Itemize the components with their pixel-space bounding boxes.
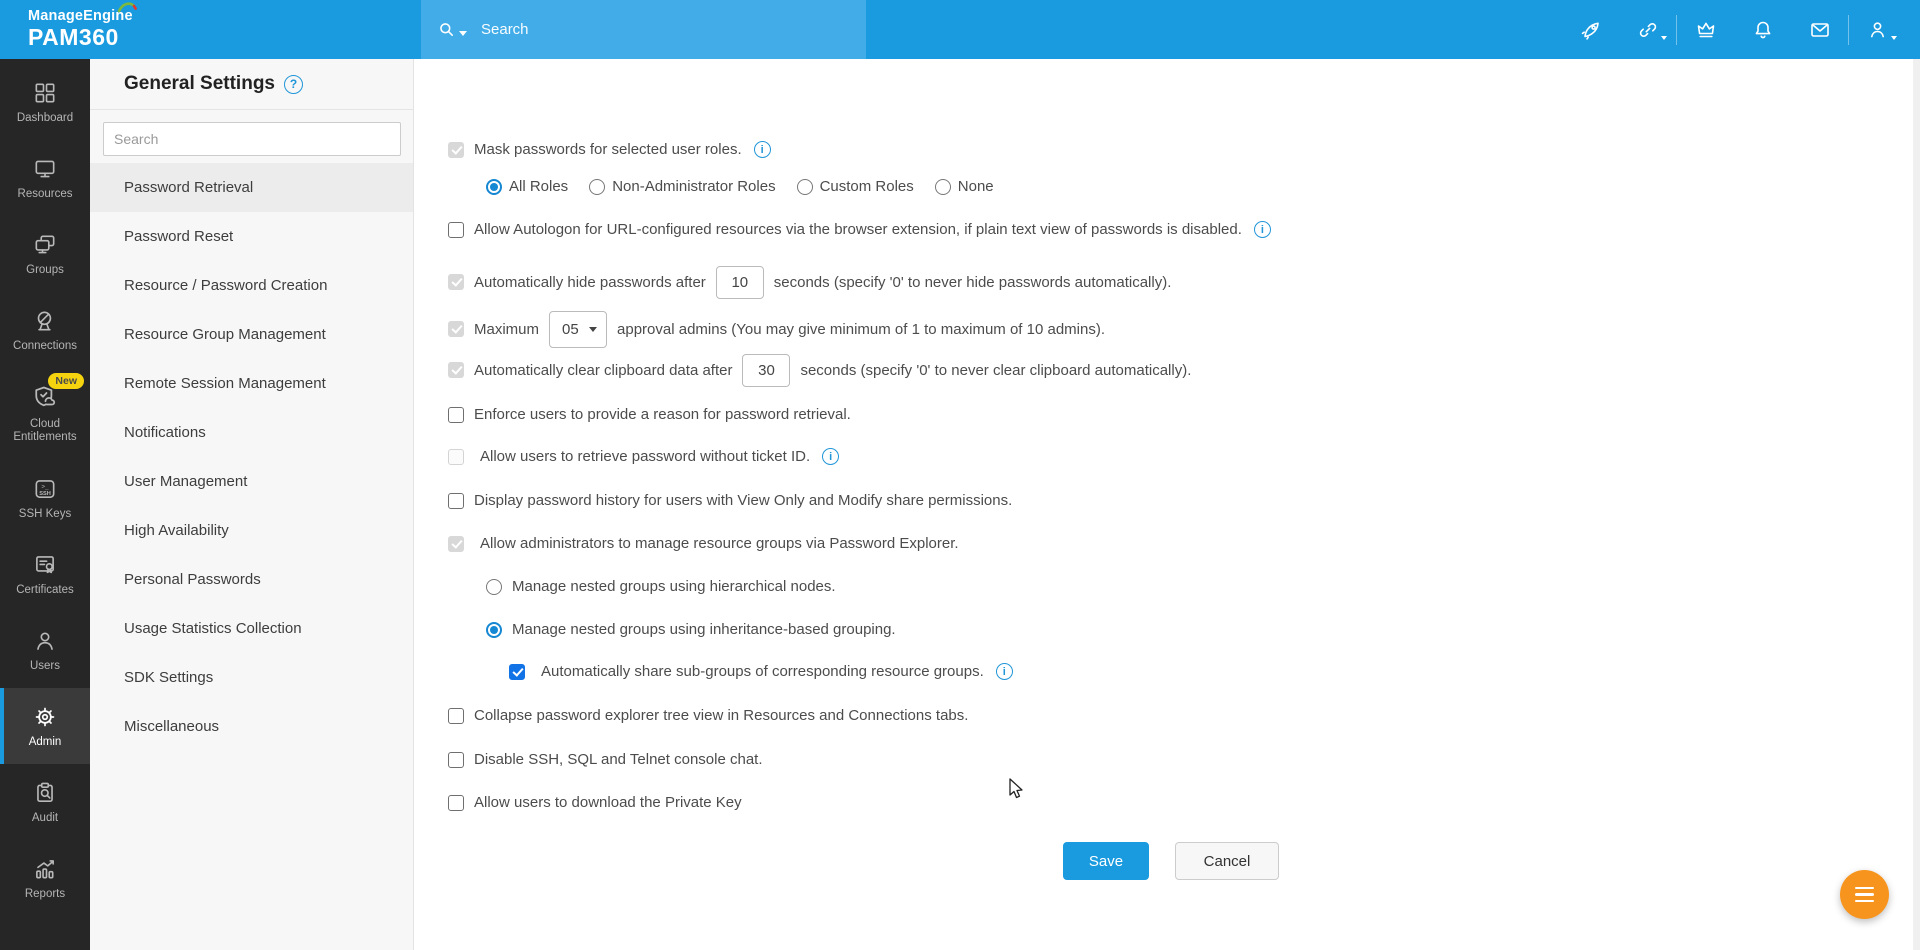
sidebar-item-label: Users [29, 659, 61, 672]
menu-item-remote-session-management[interactable]: Remote Session Management [124, 375, 326, 392]
share-subgroups-checkbox[interactable] [509, 664, 525, 680]
sidebar-item-label: Connections [13, 339, 77, 352]
menu-item-miscellaneous[interactable]: Miscellaneous [124, 718, 220, 735]
menu-item-password-retrieval[interactable]: Password Retrieval [90, 163, 413, 212]
password-explorer-checkbox [448, 536, 464, 552]
ssh-terminal-icon [32, 476, 58, 502]
radio-unselected[interactable] [797, 179, 813, 195]
sidebar-item-label: Certificates [16, 583, 74, 596]
link-dropdown-caret-icon [1661, 36, 1667, 40]
hamburger-icon [1855, 887, 1874, 889]
menu-item-usage-statistics-collection[interactable]: Usage Statistics Collection [124, 620, 302, 637]
sidebar-item-label: Admin [28, 735, 62, 748]
rocket-icon[interactable] [1579, 18, 1603, 42]
setting-label: Allow users to retrieve password without ticket ID. [480, 448, 811, 465]
menu-item-personal-passwords[interactable]: Personal Passwords [124, 571, 261, 588]
sidebar-item-label: Dashboard [16, 111, 74, 124]
sidebar-item-users[interactable] [0, 612, 90, 688]
setting-label: Display password history for users with View Only and Modify share permissions. [474, 492, 1013, 509]
menu-item-password-reset[interactable]: Password Reset [124, 228, 234, 245]
sidebar-item-reports[interactable] [0, 840, 90, 916]
sidebar-item-admin[interactable] [0, 688, 90, 764]
global-search-bar[interactable] [421, 0, 866, 59]
setting-label: Mask passwords for selected user roles. [474, 141, 742, 158]
menu-item-sdk-settings[interactable]: SDK Settings [124, 669, 214, 686]
clipboard-seconds-input[interactable] [742, 354, 790, 387]
report-chart-icon [32, 856, 58, 882]
select-caret-icon [589, 327, 597, 332]
radio-selected[interactable] [486, 622, 502, 638]
collapse-tree-checkbox[interactable] [448, 708, 464, 724]
global-search-placeholder: Search [481, 21, 529, 38]
cancel-button[interactable]: Cancel [1175, 842, 1279, 880]
search-icon [437, 20, 456, 39]
radio-unselected[interactable] [935, 179, 951, 195]
mask-roles-radio-group [486, 178, 1005, 195]
page-title: General Settings [124, 73, 275, 94]
topbar-divider [1848, 15, 1849, 45]
setting-label: Automatically clear clipboard data after [474, 361, 733, 379]
sidebar-item-connections[interactable] [0, 292, 90, 368]
info-icon[interactable]: i [822, 448, 839, 465]
info-icon[interactable]: i [1254, 221, 1271, 238]
top-bar [0, 0, 1920, 59]
setting-download-private-key [448, 794, 742, 811]
brand-company: ManageEngine [28, 8, 133, 24]
brand-logo [28, 7, 133, 49]
user-dropdown-caret-icon [1891, 36, 1897, 40]
sidebar-item-certificates[interactable] [0, 536, 90, 612]
setting-label: Allow users to download the Private Key [474, 794, 742, 811]
info-icon[interactable]: i [754, 141, 771, 158]
main-nav-sidebar [0, 59, 90, 950]
sidebar-item-label: SSH Keys [18, 507, 72, 520]
setting-label: Manage nested groups using inheritance-based grouping. [512, 621, 896, 638]
setting-label: Automatically share sub-groups of corresponding resource groups. [541, 663, 984, 680]
setting-ticket-id [448, 448, 839, 465]
hide-seconds-input[interactable] [716, 266, 764, 299]
setting-password-explorer [448, 535, 959, 552]
setting-enforce-reason [448, 406, 851, 423]
sidebar-item-groups[interactable] [0, 216, 90, 292]
radio-option-all-roles[interactable]: All Roles [486, 178, 568, 195]
setting-label: Maximum [474, 320, 540, 338]
settings-search-input[interactable] [103, 122, 401, 156]
svg-text:SSH: SSH [39, 490, 51, 497]
clear-clipboard-checkbox [448, 362, 464, 378]
menu-item-resource-password-creation[interactable]: Resource / Password Creation [124, 277, 328, 294]
download-key-checkbox[interactable] [448, 795, 464, 811]
sidebar-item-label: Reports [24, 887, 66, 900]
setting-label: Allow Autologon for URL-configured resources via the browser extension, if plain text view of passwords is disabled. [474, 221, 1242, 238]
setting-label: Collapse password explorer tree view in Resources and Connections tabs. [474, 707, 969, 724]
setting-label: Enforce users to provide a reason for password retrieval. [474, 406, 851, 423]
form-actions [1063, 842, 1279, 880]
setting-autologon [448, 221, 1271, 238]
max-admins-select[interactable]: 05 [549, 311, 607, 348]
monitor-icon [32, 156, 58, 182]
password-history-checkbox[interactable] [448, 493, 464, 509]
enforce-reason-checkbox[interactable] [448, 407, 464, 423]
gear-icon [32, 704, 58, 730]
sidebar-item-resources[interactable] [0, 140, 90, 216]
user-icon[interactable] [1866, 18, 1890, 42]
setting-label: seconds (specify '0' to never hide passwords automatically). [773, 273, 1172, 291]
setting-mask-passwords [448, 141, 771, 158]
sidebar-item-label: Cloud Entitlements [13, 418, 77, 443]
max-admins-checkbox [448, 321, 464, 337]
radio-option-non-administrator-roles[interactable]: Non-Administrator Roles [589, 178, 775, 195]
panel-header [90, 59, 413, 110]
setting-password-history [448, 492, 1012, 509]
topbar-icon-group [1562, 0, 1906, 59]
ticket-id-checkbox [448, 449, 464, 465]
crown-icon[interactable] [1694, 18, 1718, 42]
radio-unselected[interactable] [486, 579, 502, 595]
setting-label: Allow administrators to manage resource groups via Password Explorer. [480, 535, 959, 552]
mask-passwords-checkbox [448, 142, 464, 158]
setting-auto-hide-passwords [448, 265, 1171, 299]
new-badge: New [48, 373, 84, 389]
setting-share-subgroups [509, 663, 1013, 680]
disable-chat-checkbox[interactable] [448, 752, 464, 768]
setting-label: approval admins (You may give minimum of 1 to maximum of 10 admins). [617, 320, 1105, 338]
floating-menu-button[interactable] [1840, 870, 1889, 919]
password-retrieval-settings [414, 59, 1920, 950]
radio-option-none[interactable]: None [935, 178, 994, 195]
certificate-icon [32, 552, 58, 578]
svg-text:>_: >_ [41, 482, 49, 490]
autologon-checkbox[interactable] [448, 222, 464, 238]
settings-menu [90, 163, 413, 751]
radio-selected[interactable] [486, 179, 502, 195]
search-scope-caret-icon[interactable] [459, 31, 467, 36]
setting-label: Manage nested groups using hierarchical nodes. [512, 578, 836, 595]
link-icon[interactable] [1636, 18, 1660, 42]
radio-unselected[interactable] [589, 179, 605, 195]
help-icon[interactable]: ? [284, 75, 303, 94]
save-button[interactable]: Save [1063, 842, 1149, 880]
auto-hide-checkbox [448, 274, 464, 290]
dashboard-icon [32, 80, 58, 106]
radio-option-custom-roles[interactable]: Custom Roles [797, 178, 914, 195]
nested-groups-hierarchical-option[interactable] [486, 578, 836, 595]
logo-swoosh-icon [117, 1, 137, 14]
group-monitors-icon [32, 232, 58, 258]
satellite-dish-icon [32, 308, 58, 334]
setting-clear-clipboard [448, 353, 1191, 387]
sidebar-item-ssh-keys[interactable] [0, 460, 90, 536]
sidebar-item-label: Groups [26, 263, 64, 276]
vertical-scrollbar[interactable] [1913, 59, 1920, 950]
menu-item-user-management[interactable]: User Management [124, 473, 248, 490]
setting-disable-console-chat [448, 751, 763, 768]
menu-item-high-availability[interactable]: High Availability [124, 522, 229, 539]
menu-item-resource-group-management[interactable]: Resource Group Management [124, 326, 326, 343]
info-icon[interactable]: i [996, 663, 1013, 680]
setting-collapse-tree [448, 707, 968, 724]
bell-icon[interactable] [1751, 18, 1775, 42]
setting-max-approval-admins [448, 310, 1105, 348]
sidebar-item-dashboard[interactable] [0, 64, 90, 140]
sidebar-item-audit[interactable] [0, 764, 90, 840]
setting-label: seconds (specify '0' to never clear clipboard automatically). [800, 361, 1192, 379]
topbar-divider [1676, 15, 1677, 45]
mail-icon[interactable] [1808, 18, 1832, 42]
sidebar-item-label: Audit [31, 811, 59, 824]
sidebar-item-cloud-entitlements[interactable] [0, 368, 90, 460]
nested-groups-inheritance-option[interactable] [486, 621, 896, 638]
setting-label: Automatically hide passwords after [474, 273, 706, 291]
setting-label: Disable SSH, SQL and Telnet console chat. [474, 751, 763, 768]
sidebar-item-label: Resources [17, 187, 73, 200]
audit-clipboard-icon [32, 780, 58, 806]
person-icon [32, 628, 58, 654]
general-settings-panel [90, 59, 414, 950]
brand-product: PAM360 [28, 24, 119, 50]
menu-item-notifications[interactable]: Notifications [124, 424, 206, 441]
